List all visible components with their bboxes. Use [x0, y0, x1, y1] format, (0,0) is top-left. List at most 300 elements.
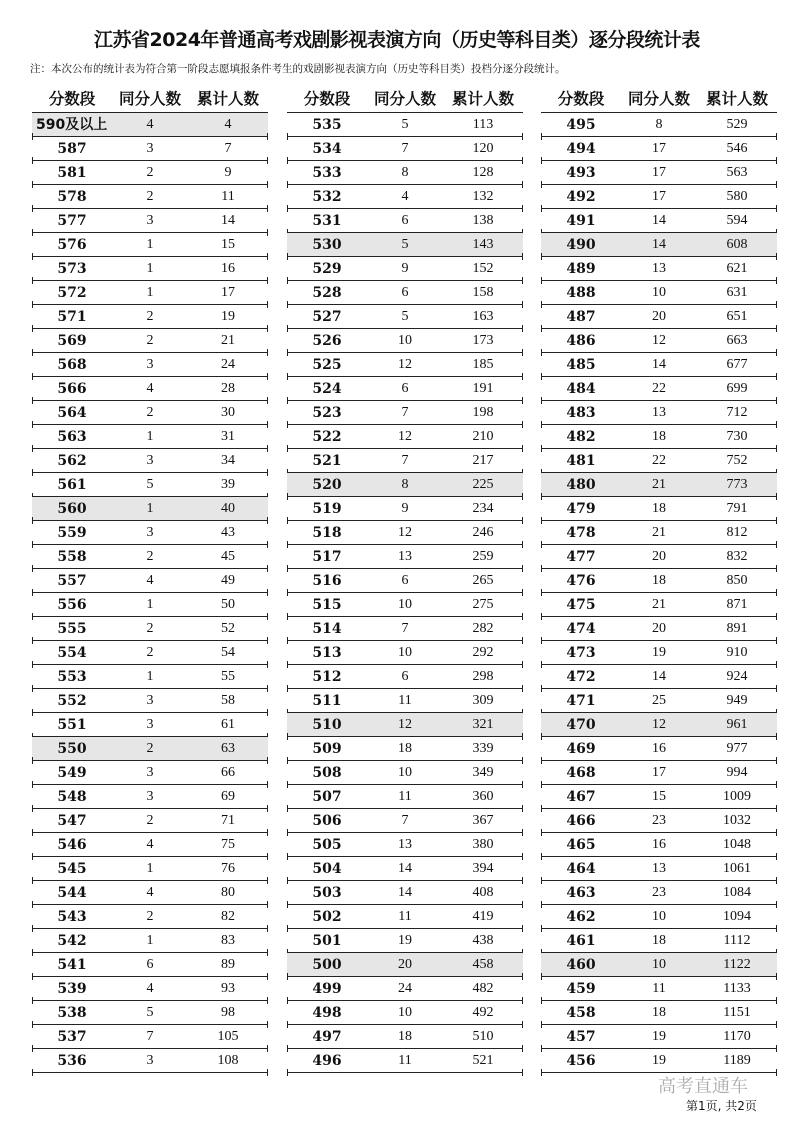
cumulative-count-cell: 152 — [472, 260, 494, 276]
same-count-cell: 2 — [146, 548, 154, 564]
cumulative-count-cell: 66 — [221, 764, 235, 780]
table-row — [287, 257, 523, 281]
score-cell: 457 — [566, 1028, 596, 1045]
table-row — [32, 377, 268, 401]
score-cell: 558 — [57, 548, 87, 565]
same-count-cell: 15 — [652, 788, 666, 804]
cumulative-count-cell: 651 — [726, 308, 748, 324]
table-row — [287, 929, 523, 953]
same-count-cell: 5 — [401, 116, 409, 132]
table-row — [287, 113, 523, 137]
table-row — [32, 593, 268, 617]
cumulative-count-cell: 712 — [726, 404, 748, 420]
same-count-cell: 18 — [652, 500, 666, 516]
same-count-cell: 3 — [146, 452, 154, 468]
column-header: 分数段 — [48, 90, 96, 108]
same-count-cell: 21 — [652, 524, 666, 540]
score-cell: 548 — [57, 788, 87, 805]
table-row — [541, 305, 777, 329]
cumulative-count-cell: 482 — [472, 980, 494, 996]
score-cell: 473 — [566, 644, 596, 661]
table-row — [287, 737, 523, 761]
score-cell: 568 — [57, 356, 87, 373]
cumulative-count-cell: 521 — [472, 1052, 494, 1068]
score-cell: 525 — [312, 356, 342, 373]
table-row — [287, 665, 523, 689]
score-cell: 460 — [566, 956, 596, 973]
score-cell: 512 — [312, 668, 342, 685]
same-count-cell: 7 — [146, 1028, 154, 1044]
cumulative-count-cell: 1151 — [723, 1004, 751, 1020]
cumulative-count-cell: 45 — [221, 548, 235, 564]
cumulative-count-cell: 563 — [726, 164, 748, 180]
table-row — [287, 953, 523, 977]
table-row — [32, 785, 268, 809]
cumulative-count-cell: 1094 — [723, 908, 751, 924]
same-count-cell: 3 — [146, 356, 154, 372]
table-row — [32, 497, 268, 521]
cumulative-count-cell: 61 — [221, 716, 235, 732]
table-row — [32, 761, 268, 785]
same-count-cell: 18 — [652, 572, 666, 588]
same-count-cell: 1 — [146, 236, 154, 252]
cumulative-count-cell: 15 — [221, 236, 235, 252]
table-row — [541, 137, 777, 161]
cumulative-count-cell: 438 — [472, 932, 494, 948]
same-count-cell: 19 — [652, 1028, 666, 1044]
table-row — [541, 185, 777, 209]
score-cell: 471 — [566, 692, 596, 709]
table-row — [287, 1049, 523, 1073]
cumulative-count-cell: 1112 — [723, 932, 751, 948]
cumulative-count-cell: 1048 — [723, 836, 751, 852]
table-row — [32, 665, 268, 689]
score-cell: 562 — [57, 452, 87, 469]
table-row — [287, 1025, 523, 1049]
score-cell: 557 — [57, 572, 87, 589]
table-row — [541, 593, 777, 617]
table-row — [541, 353, 777, 377]
score-cell: 527 — [312, 308, 342, 325]
same-count-cell: 3 — [146, 524, 154, 540]
cumulative-count-cell: 580 — [726, 188, 748, 204]
table-row — [287, 641, 523, 665]
same-count-cell: 20 — [398, 956, 412, 972]
score-cell: 470 — [566, 716, 596, 733]
same-count-cell: 14 — [398, 884, 412, 900]
score-cell: 541 — [57, 956, 87, 973]
cumulative-count-cell: 994 — [726, 764, 748, 780]
score-cell: 463 — [566, 884, 596, 901]
score-cell: 481 — [566, 452, 596, 469]
score-cell: 533 — [312, 164, 342, 181]
table-row — [287, 977, 523, 1001]
same-count-cell: 19 — [652, 644, 666, 660]
score-cell: 569 — [57, 332, 87, 349]
score-cell: 544 — [57, 884, 87, 901]
same-count-cell: 13 — [652, 404, 666, 420]
score-cell: 484 — [566, 380, 596, 397]
score-cell: 462 — [566, 908, 596, 925]
score-cell: 554 — [57, 644, 87, 661]
same-count-cell: 13 — [652, 860, 666, 876]
score-cell: 534 — [312, 140, 342, 157]
score-cell: 573 — [57, 260, 87, 277]
same-count-cell: 2 — [146, 404, 154, 420]
same-count-cell: 3 — [146, 788, 154, 804]
same-count-cell: 19 — [652, 1052, 666, 1068]
same-count-cell: 20 — [652, 620, 666, 636]
score-cell: 493 — [566, 164, 596, 181]
cumulative-count-cell: 198 — [472, 404, 494, 420]
table-row — [32, 617, 268, 641]
same-count-cell: 1 — [146, 284, 154, 300]
same-count-cell: 22 — [652, 380, 666, 396]
table-row — [32, 353, 268, 377]
same-count-cell: 2 — [146, 812, 154, 828]
same-count-cell: 10 — [398, 644, 412, 660]
same-count-cell: 9 — [401, 260, 409, 276]
same-count-cell: 6 — [401, 212, 409, 228]
score-cell: 563 — [57, 428, 87, 445]
column-header: 累计人数 — [451, 90, 514, 108]
cumulative-count-cell: 43 — [221, 524, 235, 540]
score-cell: 523 — [312, 404, 342, 421]
same-count-cell: 9 — [401, 500, 409, 516]
score-cell: 510 — [312, 716, 342, 733]
cumulative-count-cell: 832 — [726, 548, 748, 564]
score-cell: 520 — [312, 476, 342, 493]
score-cell: 477 — [566, 548, 596, 565]
score-cell: 456 — [566, 1052, 596, 1069]
table-row — [287, 881, 523, 905]
cumulative-count-cell: 163 — [472, 308, 494, 324]
score-cell: 543 — [57, 908, 87, 925]
score-cell: 524 — [312, 380, 342, 397]
score-cell: 539 — [57, 980, 87, 997]
table-row — [541, 545, 777, 569]
cumulative-count-cell: 11 — [221, 188, 235, 204]
score-cell: 478 — [566, 524, 596, 541]
cumulative-count-cell: 7 — [224, 140, 232, 156]
cumulative-count-cell: 49 — [221, 572, 235, 588]
cumulative-count-cell: 621 — [726, 260, 748, 276]
cumulative-count-cell: 752 — [726, 452, 748, 468]
cumulative-count-cell: 82 — [221, 908, 235, 924]
cumulative-count-cell: 52 — [221, 620, 235, 636]
same-count-cell: 11 — [652, 980, 666, 996]
column-header: 同分人数 — [373, 90, 436, 108]
cumulative-count-cell: 4 — [224, 116, 232, 132]
score-cell: 546 — [57, 836, 87, 853]
cumulative-count-cell: 217 — [472, 452, 494, 468]
score-cell: 503 — [312, 884, 342, 901]
same-count-cell: 12 — [652, 332, 666, 348]
table-row — [541, 809, 777, 833]
table-row — [287, 713, 523, 737]
table-row — [541, 161, 777, 185]
table-row — [32, 233, 268, 257]
same-count-cell: 10 — [652, 956, 666, 972]
score-cell: 537 — [57, 1028, 87, 1045]
same-count-cell: 3 — [146, 212, 154, 228]
cumulative-count-cell: 773 — [726, 476, 748, 492]
cumulative-count-cell: 298 — [472, 668, 494, 684]
same-count-cell: 17 — [652, 164, 666, 180]
cumulative-count-cell: 1009 — [723, 788, 751, 804]
table-row — [541, 1049, 777, 1073]
cumulative-count-cell: 510 — [472, 1028, 494, 1044]
same-count-cell: 14 — [652, 356, 666, 372]
table-row — [541, 929, 777, 953]
same-count-cell: 2 — [146, 740, 154, 756]
same-count-cell: 13 — [398, 836, 412, 852]
score-cell: 482 — [566, 428, 596, 445]
same-count-cell: 5 — [401, 236, 409, 252]
cumulative-count-cell: 961 — [726, 716, 748, 732]
table-row — [32, 209, 268, 233]
cumulative-count-cell: 132 — [472, 188, 494, 204]
score-cell: 485 — [566, 356, 596, 373]
score-cell: 517 — [312, 548, 342, 565]
cumulative-count-cell: 380 — [472, 836, 494, 852]
same-count-cell: 6 — [146, 956, 154, 972]
cumulative-count-cell: 850 — [726, 572, 748, 588]
table-row — [32, 905, 268, 929]
score-cell: 468 — [566, 764, 596, 781]
cumulative-count-cell: 31 — [221, 428, 235, 444]
cumulative-count-cell: 143 — [472, 236, 494, 252]
watermark: 高考直通车 — [658, 1076, 748, 1097]
score-cell: 494 — [566, 140, 596, 157]
score-cell: 542 — [57, 932, 87, 949]
table-row — [287, 497, 523, 521]
table-row — [32, 881, 268, 905]
same-count-cell: 12 — [398, 428, 412, 444]
table-row — [541, 881, 777, 905]
cumulative-count-cell: 108 — [217, 1052, 239, 1068]
page-title: 江苏省2024年普通高考戏剧影视表演方向（历史等科目类）逐分段统计表 — [94, 29, 700, 51]
score-cell: 553 — [57, 668, 87, 685]
same-count-cell: 2 — [146, 908, 154, 924]
cumulative-count-cell: 871 — [726, 596, 748, 612]
score-cell: 509 — [312, 740, 342, 757]
cumulative-count-cell: 367 — [472, 812, 494, 828]
cumulative-count-cell: 89 — [221, 956, 235, 972]
cumulative-count-cell: 1170 — [723, 1028, 751, 1044]
same-count-cell: 22 — [652, 452, 666, 468]
cumulative-count-cell: 80 — [221, 884, 235, 900]
score-cell: 499 — [312, 980, 342, 997]
score-cell: 479 — [566, 500, 596, 517]
score-cell: 497 — [312, 1028, 342, 1045]
table-row — [287, 569, 523, 593]
score-cell: 529 — [312, 260, 342, 277]
score-cell: 488 — [566, 284, 596, 301]
same-count-cell: 14 — [652, 668, 666, 684]
table-row — [32, 545, 268, 569]
score-cell: 475 — [566, 596, 596, 613]
same-count-cell: 5 — [146, 1004, 154, 1020]
cumulative-count-cell: 234 — [472, 500, 494, 516]
cumulative-count-cell: 631 — [726, 284, 748, 300]
cumulative-count-cell: 24 — [221, 356, 235, 372]
same-count-cell: 12 — [652, 716, 666, 732]
table-row — [32, 185, 268, 209]
column-header: 分数段 — [303, 90, 351, 108]
score-cell: 526 — [312, 332, 342, 349]
score-cell: 504 — [312, 860, 342, 877]
table-header — [541, 84, 777, 113]
same-count-cell: 3 — [146, 764, 154, 780]
table-row — [32, 281, 268, 305]
table-row — [32, 473, 268, 497]
table-row — [541, 785, 777, 809]
cumulative-count-cell: 17 — [221, 284, 235, 300]
table-row — [541, 377, 777, 401]
score-cell: 486 — [566, 332, 596, 349]
cumulative-count-cell: 394 — [472, 860, 494, 876]
same-count-cell: 2 — [146, 332, 154, 348]
table-row — [32, 257, 268, 281]
table-row — [541, 449, 777, 473]
table-row — [287, 425, 523, 449]
score-cell: 550 — [57, 740, 87, 757]
same-count-cell: 4 — [146, 836, 154, 852]
same-count-cell: 4 — [146, 380, 154, 396]
same-count-cell: 3 — [146, 716, 154, 732]
same-count-cell: 20 — [652, 308, 666, 324]
cumulative-count-cell: 98 — [221, 1004, 235, 1020]
same-count-cell: 7 — [401, 140, 409, 156]
cumulative-count-cell: 1084 — [723, 884, 751, 900]
same-count-cell: 7 — [401, 620, 409, 636]
score-cell: 559 — [57, 524, 87, 541]
page-number: 第1页, 共2页 — [686, 1099, 757, 1113]
score-cell: 487 — [566, 308, 596, 325]
score-cell: 518 — [312, 524, 342, 541]
table-row — [287, 617, 523, 641]
same-count-cell: 6 — [401, 668, 409, 684]
score-cell: 498 — [312, 1004, 342, 1021]
cumulative-count-cell: 608 — [726, 236, 748, 252]
score-cell: 516 — [312, 572, 342, 589]
table-row — [32, 569, 268, 593]
cumulative-count-cell: 83 — [221, 932, 235, 948]
score-cell: 522 — [312, 428, 342, 445]
table-row — [287, 1001, 523, 1025]
table-row — [32, 401, 268, 425]
table-row — [541, 953, 777, 977]
score-cell: 483 — [566, 404, 596, 421]
column-header: 分数段 — [557, 90, 605, 108]
score-cell: 461 — [566, 932, 596, 949]
score-cell: 508 — [312, 764, 342, 781]
cumulative-count-cell: 791 — [726, 500, 748, 516]
cumulative-count-cell: 1189 — [723, 1052, 751, 1068]
table-row — [287, 353, 523, 377]
cumulative-count-cell: 309 — [472, 692, 494, 708]
score-cell: 507 — [312, 788, 342, 805]
same-count-cell: 11 — [398, 908, 412, 924]
table-row — [541, 497, 777, 521]
table-row — [287, 857, 523, 881]
cumulative-count-cell: 191 — [472, 380, 494, 396]
cumulative-count-cell: 339 — [472, 740, 494, 756]
same-count-cell: 13 — [652, 260, 666, 276]
cumulative-count-cell: 458 — [472, 956, 494, 972]
table-row — [287, 305, 523, 329]
table-row — [541, 833, 777, 857]
score-cell: 566 — [57, 380, 87, 397]
table-row — [287, 785, 523, 809]
cumulative-count-cell: 9 — [224, 164, 232, 180]
table-row — [541, 281, 777, 305]
same-count-cell: 2 — [146, 308, 154, 324]
cumulative-count-cell: 105 — [217, 1028, 239, 1044]
same-count-cell: 14 — [398, 860, 412, 876]
score-cell: 555 — [57, 620, 87, 637]
same-count-cell: 11 — [398, 788, 412, 804]
same-count-cell: 3 — [146, 1052, 154, 1068]
table-row — [287, 137, 523, 161]
same-count-cell: 10 — [652, 908, 666, 924]
same-count-cell: 18 — [398, 1028, 412, 1044]
cumulative-count-cell: 75 — [221, 836, 235, 852]
same-count-cell: 1 — [146, 860, 154, 876]
table-column-block-2 — [287, 84, 523, 1073]
table-note: 注：本次公布的统计表为符合第一阶段志愿填报条件考生的戏剧影视表演方向（历史等科目类）投档分逐分段统计。 — [30, 63, 566, 75]
same-count-cell: 4 — [401, 188, 409, 204]
score-cell: 532 — [312, 188, 342, 205]
score-cell: 549 — [57, 764, 87, 781]
score-cell: 492 — [566, 188, 596, 205]
same-count-cell: 12 — [398, 716, 412, 732]
same-count-cell: 17 — [652, 140, 666, 156]
cumulative-count-cell: 677 — [726, 356, 748, 372]
score-cell: 467 — [566, 788, 596, 805]
table-row — [287, 545, 523, 569]
cumulative-count-cell: 14 — [221, 212, 235, 228]
score-cell: 556 — [57, 596, 87, 613]
score-cell: 480 — [566, 476, 596, 493]
same-count-cell: 7 — [401, 452, 409, 468]
score-cell: 545 — [57, 860, 87, 877]
table-row — [541, 857, 777, 881]
same-count-cell: 8 — [401, 476, 409, 492]
score-cell: 459 — [566, 980, 596, 997]
cumulative-count-cell: 30 — [221, 404, 235, 420]
table-row — [541, 329, 777, 353]
cumulative-count-cell: 546 — [726, 140, 748, 156]
score-cell: 581 — [57, 164, 87, 181]
cumulative-count-cell: 93 — [221, 980, 235, 996]
cumulative-count-cell: 128 — [472, 164, 494, 180]
cumulative-count-cell: 282 — [472, 620, 494, 636]
same-count-cell: 25 — [652, 692, 666, 708]
score-cell: 469 — [566, 740, 596, 757]
cumulative-count-cell: 259 — [472, 548, 494, 564]
cumulative-count-cell: 34 — [221, 452, 235, 468]
cumulative-count-cell: 19 — [221, 308, 235, 324]
score-cell: 536 — [57, 1052, 87, 1069]
score-cell: 551 — [57, 716, 87, 733]
table-row — [541, 737, 777, 761]
table-row — [32, 449, 268, 473]
table-row — [541, 521, 777, 545]
cumulative-count-cell: 40 — [221, 500, 235, 516]
table-row — [541, 233, 777, 257]
